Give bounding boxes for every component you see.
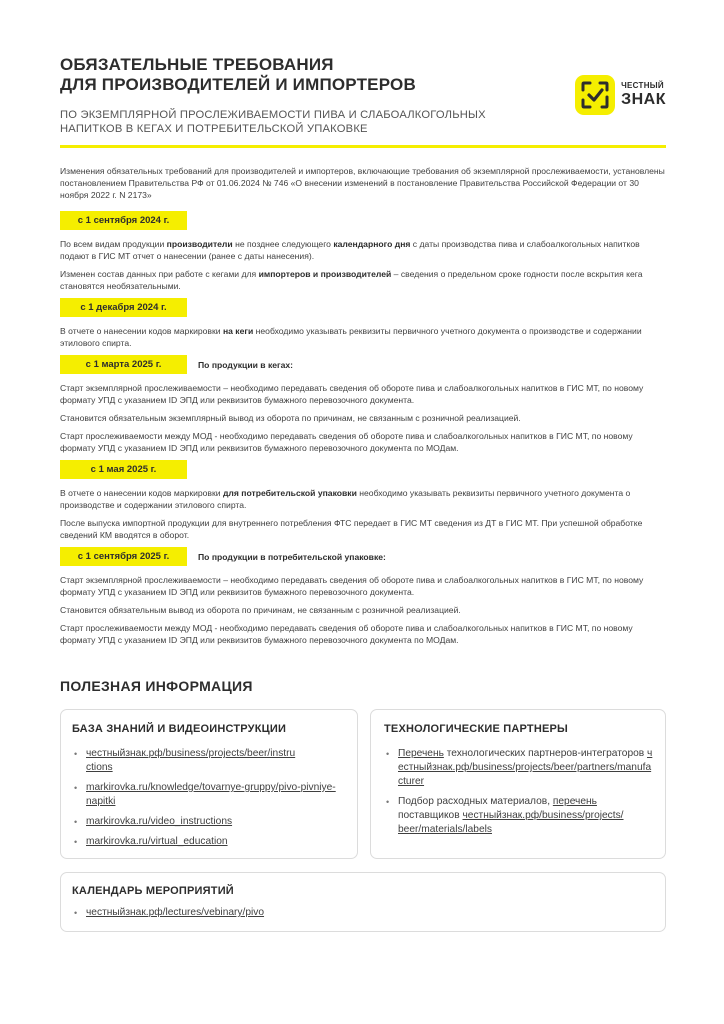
milestone-paragraph: Старт прослеживаемости между МОД - необходимо передавать сведения об обороте пива и слабоалкогольных напитков в ГИС МТ, по новому формату УПД с указанием ID ЭПД или реквизитов бумажного перевозочного документа по МОДам.	[60, 431, 633, 453]
milestone-paragraph: Старт экземплярной прослеживаемости – необходимо передавать сведения об обороте пива и слабоалкогольных напитков в ГИС МТ, по новому формату УПД с указанием ID ЭПД или реквизитов бумажного перевозочного документа.	[60, 383, 644, 405]
partners-list	[384, 747, 653, 837]
intro-paragraph: Изменения обязательных требований для производителей и импортеров, включающие требования об экземплярной прослеживаемости, установлены постановлением Правительства РФ от 01.06.2024 № 746 «О внесении изменений в постановление Правительства Российской Федерации от 30 ноября 2022 г. N 2173»	[60, 166, 665, 200]
date-badge: с 1 декабря 2024 г.	[60, 298, 187, 317]
title-line-1: ОБЯЗАТЕЛЬНЫЕ ТРЕБОВАНИЯ	[60, 55, 334, 74]
useful-info-heading: ПОЛЕЗНАЯ ИНФОРМАЦИЯ	[60, 678, 253, 694]
link[interactable]: честныйзнак.рф/business/projects/beer/materials/labels	[398, 810, 624, 835]
calendar-links	[72, 906, 653, 920]
milestone-paragraph: Становится обязательным вывод из оборота по причинам, не связанным с розничной реализацией.	[60, 605, 461, 615]
milestone-paragraph: Старт экземплярной прослеживаемости – необходимо передавать сведения об обороте пива и слабоалкогольных напитков в ГИС МТ, по новому формату УПД с указанием ID ЭПД или реквизитов бумажного перевозочного документа.	[60, 575, 644, 597]
partners-card	[370, 709, 666, 859]
date-badge: с 1 мая 2025 г.	[60, 460, 187, 479]
title-line-2: ДЛЯ ПРОИЗВОДИТЕЛЕЙ И ИМПОРТЕРОВ	[60, 75, 416, 94]
list-item	[72, 747, 297, 775]
logo-text-bottom: ЗНАК	[621, 91, 666, 108]
list-item	[72, 781, 337, 809]
card-title: КАЛЕНДАРЬ МЕРОПРИЯТИЙ	[72, 885, 234, 897]
date-badge: с 1 марта 2025 г.	[60, 355, 187, 374]
date-note: По продукции в потребительской упаковке:	[198, 551, 386, 562]
requirements-content	[60, 165, 666, 652]
link[interactable]: markirovka.ru/virtual_education	[86, 836, 228, 847]
knowledge-links	[72, 747, 345, 849]
date-note: По продукции в кегах:	[198, 359, 294, 370]
milestone-paragraph: Старт прослеживаемости между МОД - необходимо передавать сведения об обороте пива и слабоалкогольных напитков в ГИС МТ, по новому формату УПД с указанием ID ЭПД или реквизитов бумажного перевозочного документа по МОДам.	[60, 623, 633, 645]
subtitle-line-1: ПО ЭКЗЕМПЛЯРНОЙ ПРОСЛЕЖИВАЕМОСТИ ПИВА И СЛАБОАЛКОГОЛЬНЫХ	[60, 109, 486, 121]
document-header	[60, 55, 666, 147]
chestny-znak-logo	[575, 75, 666, 115]
header-divider	[60, 145, 666, 148]
milestone-paragraph: В отчете о нанесении кодов маркировки для потребительской упаковки необходимо указывать реквизиты первичного учетного документа о производстве и содержании этилового спирта.	[60, 488, 631, 510]
link[interactable]: честныйзнак.рф/lectures/vebinary/pivo	[86, 907, 265, 918]
knowledge-base-card	[60, 709, 358, 859]
list-item	[72, 835, 345, 849]
list-item: • Подбор расходных материалов, перечень поставщиков честныйзнак.рф/business/projects/beer/materials/labels	[384, 795, 629, 837]
link[interactable]: честныйзнак.рф/business/projects/beer/instructions	[86, 748, 296, 773]
milestone-paragraph: По всем видам продукции производители не позднее следующего календарного дня с даты производства пива и слабоалкогольных напитков подают в ГИС МТ отчет о нанесении (ранее с даты нанесения).	[60, 239, 640, 261]
card-title: БАЗА ЗНАНИЙ И ВИДЕОИНСТРУКЦИИ	[72, 723, 287, 735]
milestone-paragraph: Становится обязательным экземплярный вывод из оборота по причинам, не связанным с розничной реализацией.	[60, 413, 521, 423]
milestone-paragraph: После выпуска импортной продукции для внутреннего потребления ФТС передает в ГИС МТ сведения из ДТ в ГИС МТ. При успешной обработке сведений КМ вводятся в оборот.	[60, 518, 643, 540]
events-calendar-card	[60, 872, 666, 932]
link[interactable]: честныйзнак.рф/business/projects/beer/partners/manufacturer	[398, 748, 653, 787]
logo-wordmark	[621, 82, 666, 108]
logo-mark-icon	[575, 75, 615, 115]
date-badge: с 1 сентября 2025 г.	[60, 547, 187, 566]
link[interactable]: markirovka.ru/knowledge/tovarnye-gruppy/pivo-pivniye-napitki	[86, 782, 336, 807]
list-item	[72, 815, 345, 829]
milestone-paragraph: Изменен состав данных при работе с кегами для импортеров и производителей – сведения о предельном сроке годности после вскрытия кега становятся необязательными.	[60, 269, 643, 291]
suppliers-list-link[interactable]: перечень	[552, 796, 597, 807]
link[interactable]: markirovka.ru/video_instructions	[86, 816, 233, 827]
logo-text-top: ЧЕСТНЫЙ	[621, 81, 664, 90]
milestone-mar-2025	[60, 355, 666, 374]
partners-list-link[interactable]: Перечень	[398, 748, 444, 759]
milestone-sep-2024	[60, 211, 666, 230]
milestone-sep-2025	[60, 547, 666, 566]
date-badge: с 1 сентября 2024 г.	[60, 211, 187, 230]
milestone-may-2025	[60, 460, 666, 479]
list-item	[72, 906, 653, 920]
card-title: ТЕХНОЛОГИЧЕСКИЕ ПАРТНЕРЫ	[384, 723, 569, 735]
milestone-dec-2024	[60, 298, 666, 317]
milestone-paragraph: В отчете о нанесении кодов маркировки на кеги необходимо указывать реквизиты первичного учетного документа о производстве и содержании этилового спирта.	[60, 326, 642, 348]
list-item: • Перечень технологических партнеров-интеграторов честныйзнак.рф/business/projects/beer/partners/manufacturer	[384, 747, 654, 789]
subtitle-line-2: НАПИТКОВ В КЕГАХ И ПОТРЕБИТЕЛЬСКОЙ УПАКОВКЕ	[60, 123, 368, 135]
